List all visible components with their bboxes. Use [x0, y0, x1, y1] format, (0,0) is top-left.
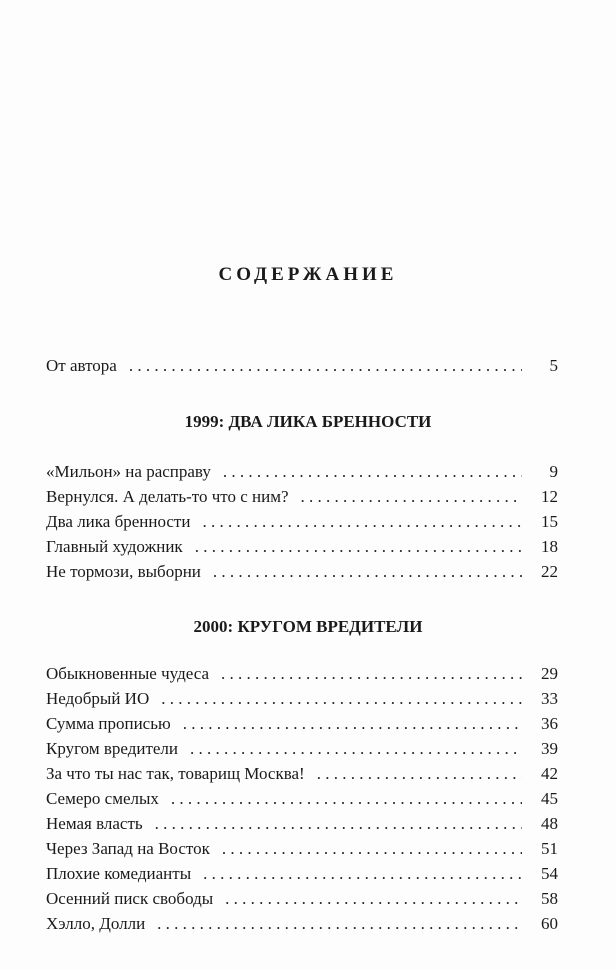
toc-entry: [46, 487, 558, 511]
toc-entry-page: 33: [541, 689, 558, 708]
toc-entry-label: Два лика бренности: [46, 512, 191, 531]
toc-entry-label: «Мильон» на расправу: [46, 462, 211, 481]
toc-entry-label: Кругом вредители: [46, 739, 178, 758]
toc-entry: [46, 537, 558, 561]
dot-leader: [301, 487, 523, 507]
toc-entry-label: Не тормози, выборни: [46, 562, 201, 581]
dot-leader: [171, 789, 522, 809]
dot-leader: [183, 714, 522, 734]
dot-leader: [222, 839, 522, 859]
dot-leader: [190, 739, 522, 759]
toc-entry-label: Обыкновенные чудеса: [46, 664, 209, 683]
toc-entry: [46, 814, 558, 838]
toc-entry-label: От автора: [46, 356, 117, 375]
toc-entry-page: 29: [541, 664, 558, 683]
toc-entry-page: 48: [541, 814, 558, 833]
toc-entry-page: 18: [541, 537, 558, 556]
toc-entry: [46, 864, 558, 888]
toc-entry: [46, 789, 558, 813]
toc-entry-page: 9: [549, 462, 558, 481]
toc-entry-page: 5: [549, 356, 558, 375]
dot-leader: [129, 356, 522, 376]
toc-entry: [46, 914, 558, 938]
toc-entry-label: Главный художник: [46, 537, 183, 556]
toc-entry: [46, 839, 558, 863]
toc-entry-page: 22: [541, 562, 558, 581]
toc-entry-page: 15: [541, 512, 558, 531]
toc-entry-label: Осенний писк свободы: [46, 889, 214, 908]
dot-leader: [223, 462, 522, 482]
toc-entry-label: Недобрый ИО: [46, 689, 150, 708]
toc-entry-preface: [46, 356, 558, 380]
toc-entry: [46, 714, 558, 738]
dot-leader: [157, 914, 522, 934]
toc-entry-label: Немая власть: [46, 814, 143, 833]
dot-leader: [203, 864, 522, 884]
toc-entry: [46, 889, 558, 913]
toc-entry-label: Через Запад на Восток: [46, 839, 210, 858]
toc-entry-label: Хэлло, Долли: [46, 914, 146, 933]
toc-entry-page: 12: [541, 487, 558, 506]
toc-entry-page: 45: [541, 789, 558, 808]
toc-entry-label: Плохие комедианты: [46, 864, 192, 883]
toc-entry-page: 39: [541, 739, 558, 758]
toc-entry: [46, 462, 558, 486]
toc-entry: [46, 764, 558, 788]
dot-leader: [225, 889, 522, 909]
toc-entry-label: Семеро смелых: [46, 789, 159, 808]
toc-entry: [46, 512, 558, 536]
toc-entry-page: 58: [541, 889, 558, 908]
section-heading-1999: 1999: ДВА ЛИКА БРЕННОСТИ: [184, 412, 432, 431]
dot-leader: [155, 814, 522, 834]
toc-entry-page: 42: [541, 764, 558, 783]
dot-leader: [161, 689, 522, 709]
toc-entry-page: 54: [541, 864, 558, 883]
toc-entry-label: За что ты нас так, товарищ Москва!: [46, 764, 305, 783]
toc-entry: [46, 664, 558, 688]
dot-leader: [317, 764, 522, 784]
toc-entry: [46, 739, 558, 763]
toc-entry: [46, 562, 558, 586]
toc-entry-label: Сумма прописью: [46, 714, 171, 733]
dot-leader: [195, 537, 522, 557]
page-title: СОДЕРЖАНИЕ: [218, 264, 398, 285]
toc-entry: [46, 689, 558, 713]
dot-leader: [221, 664, 522, 684]
section-heading-2000: 2000: КРУГОМ ВРЕДИТЕЛИ: [193, 617, 423, 636]
dot-leader: [213, 562, 522, 582]
toc-entry-page: 51: [541, 839, 558, 858]
toc-entry-page: 60: [541, 914, 558, 933]
dot-leader: [202, 512, 522, 532]
toc-entry-page: 36: [541, 714, 558, 733]
toc-entry-label: Вернулся. А делать-то что с ним?: [46, 487, 289, 506]
